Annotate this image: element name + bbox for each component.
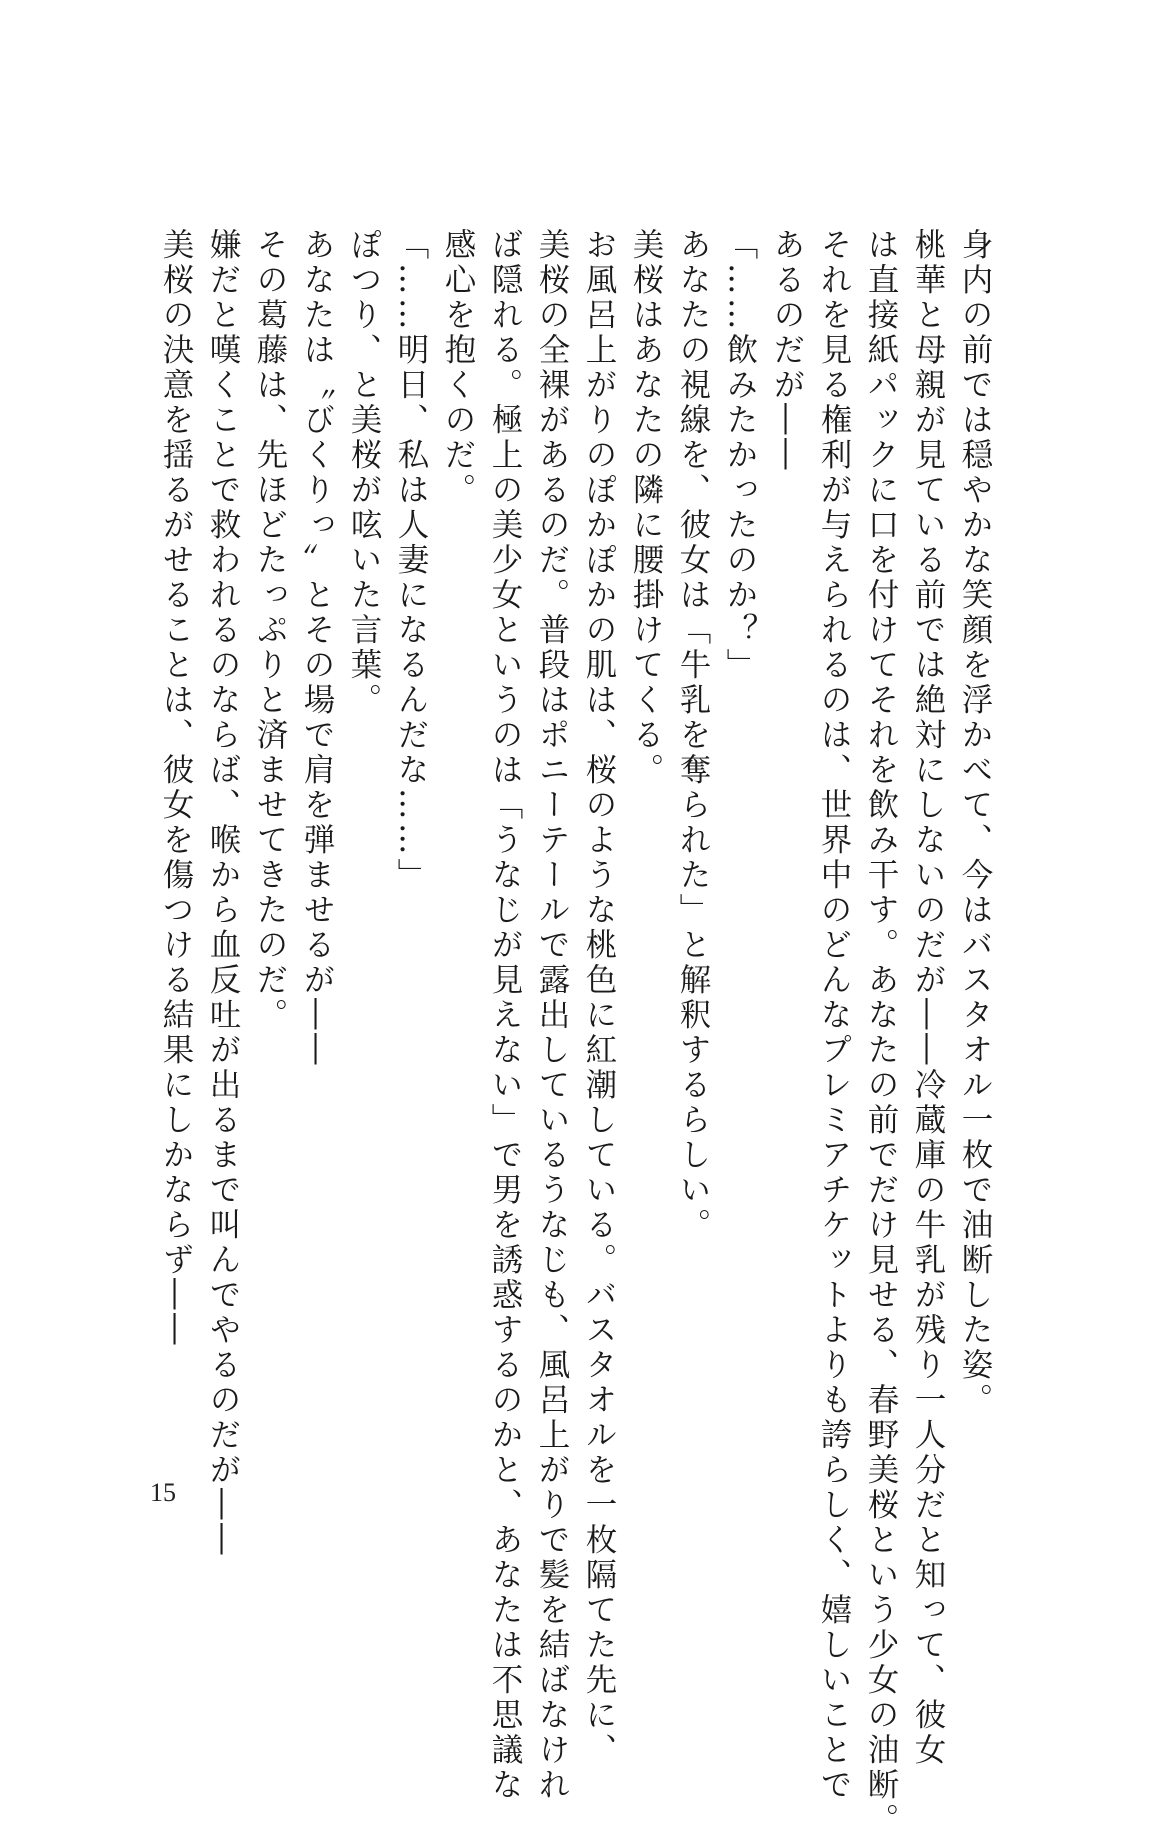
text-line: お風呂上がりのぽかぽかの肌は、桜のような桃色に紅潮している。バスタオルを一枚隔てた先に、 bbox=[581, 228, 617, 1768]
text-line: それを見る権利が与えられるのは、世界中のどんなプレミアチケットよりも誇らしく、嬉しいことで bbox=[816, 228, 852, 1803]
text-line: あるのだが―― bbox=[769, 228, 805, 473]
text-line: あなたは〝びくりっ〟とその場で肩を弾ませるが―― bbox=[299, 228, 335, 1068]
text-line: は直接紙パックに口を付けてそれを飲み干す。あなたの前でだけ見せる、春野美桜という少女の油断。 bbox=[863, 228, 899, 1838]
text-line: 「……明日、私は人妻になるんだな……」 bbox=[393, 228, 429, 893]
text-line: 嫌だと嘆くことで救われるのならば、喉から血反吐が出るまで叫んでやるのだが―― bbox=[205, 228, 241, 1558]
text-line: ば隠れる。極上の美少女というのは「うなじが見えない」で男を誘惑するのかと、あなたは不思議な bbox=[487, 228, 523, 1803]
page-number: 15 bbox=[150, 1478, 176, 1507]
text-line: 「……飲みたかったのか？」 bbox=[722, 228, 758, 683]
text-line: 身内の前では穏やかな笑顔を浮かべて、今はバスタオル一枚で油断した姿。 bbox=[957, 228, 993, 1418]
text-line: ぽつり、と美桜が呟いた言葉。 bbox=[346, 228, 382, 718]
text-line: 桃華と母親が見ている前では絶対にしないのだが――冷蔵庫の牛乳が残り一人分だと知って、彼女 bbox=[910, 228, 946, 1768]
text-line: 美桜の全裸があるのだ。普段はポニーテールで露出しているうなじも、風呂上がりで髪を結ばなけれ bbox=[534, 228, 570, 1803]
text-line: 感心を抱くのだ。 bbox=[440, 228, 476, 508]
text-line: あなたの視線を、彼女は「牛乳を奪られた」と解釈するらしい。 bbox=[675, 228, 711, 1243]
text-line: 美桜はあなたの隣に腰掛けてくる。 bbox=[628, 228, 664, 788]
text-line: 美桜の決意を揺るがせることは、彼女を傷つける結果にしかならず―― bbox=[158, 228, 194, 1348]
text-line: その葛藤は、先ほどたっぷりと済ませてきたのだ。 bbox=[252, 228, 288, 1033]
